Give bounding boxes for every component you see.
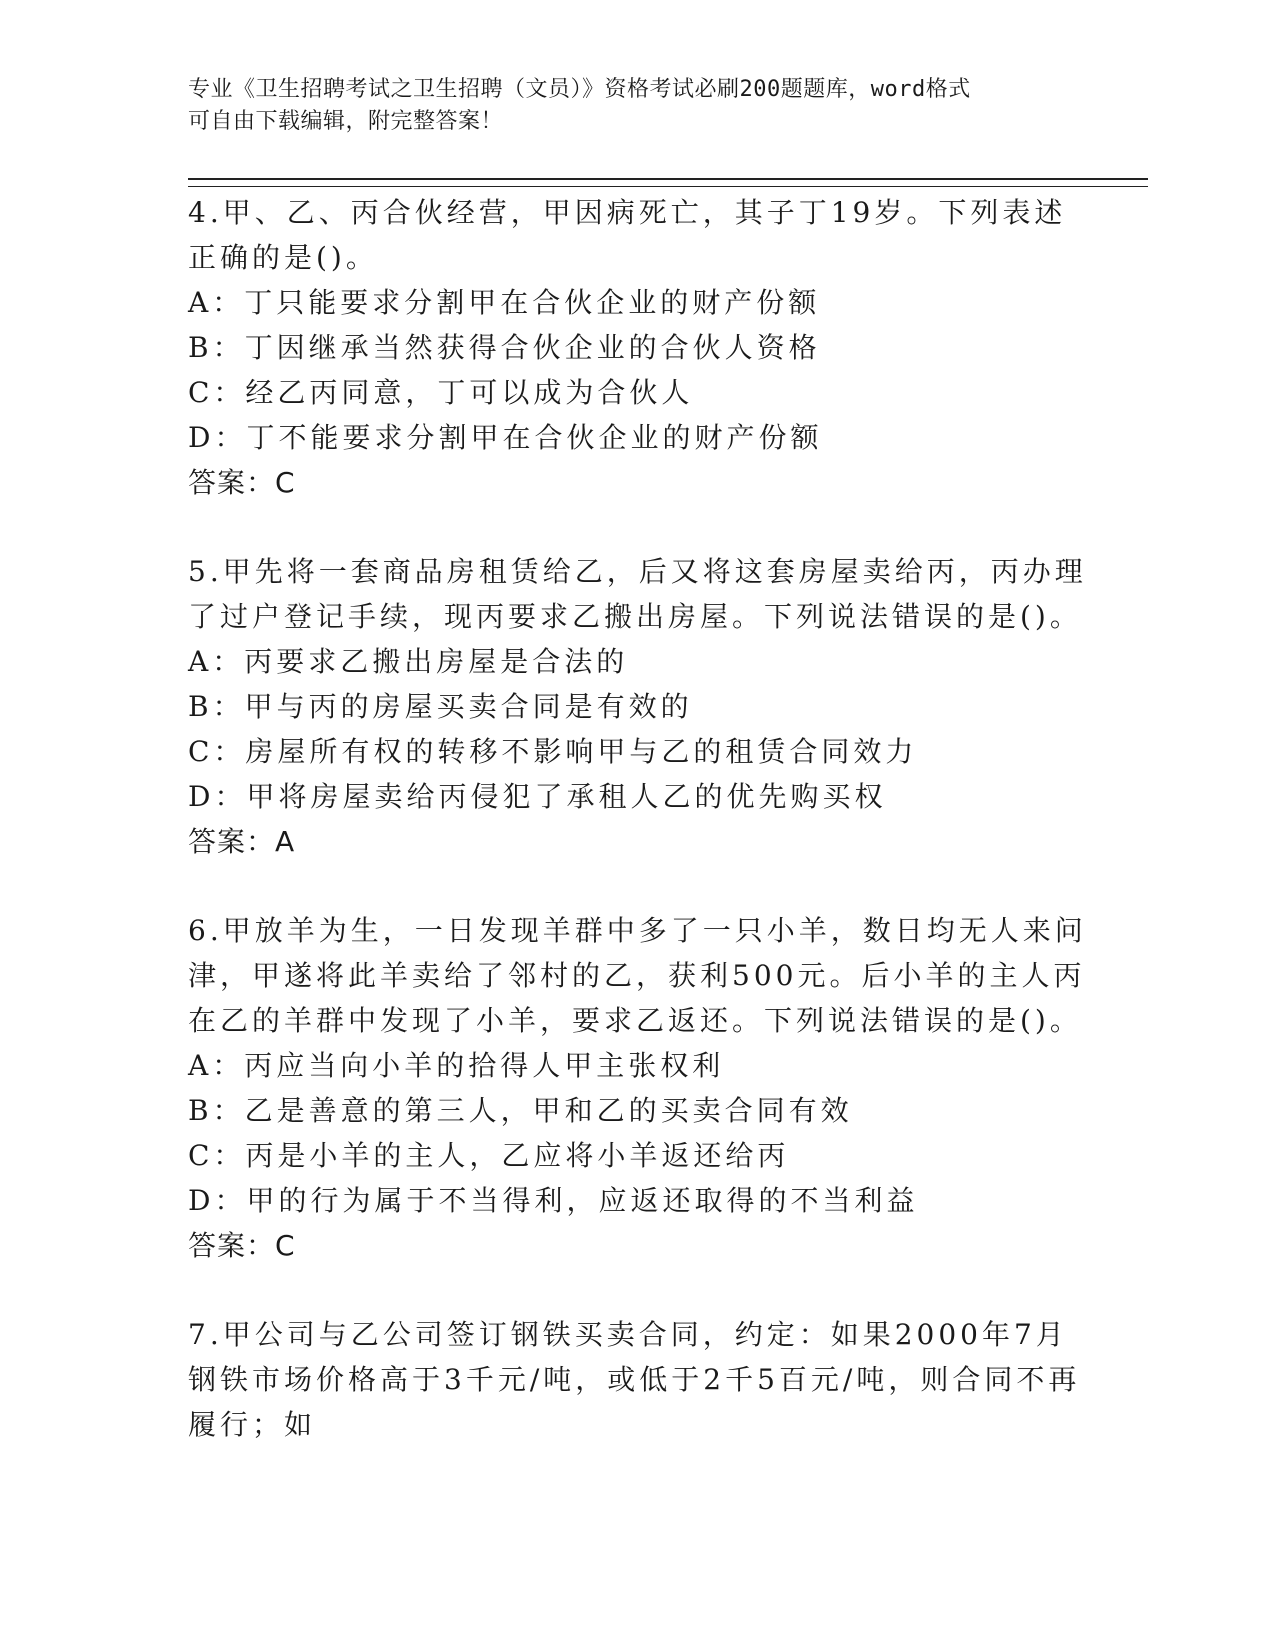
option-d: D：丁不能要求分割甲在合伙企业的财产份额 xyxy=(188,421,823,454)
question-stem: 5.甲先将一套商品房租赁给乙，后又将这套房屋卖给丙，丙办理了过户登记手续，现丙要求乙搬出房屋。下列说法错误的是()。 xyxy=(188,555,1087,633)
question-7 xyxy=(188,1312,1088,1447)
option-d: D：甲的行为属于不当得利，应返还取得的不当利益 xyxy=(188,1184,919,1217)
option-c: C：经乙丙同意，丁可以成为合伙人 xyxy=(188,376,694,409)
question-stem: 4.甲、乙、丙合伙经营，甲因病死亡，其子丁19岁。下列表述正确的是()。 xyxy=(188,196,1067,274)
answer-label: 答案：C xyxy=(188,1229,296,1262)
option-b: B：丁因继承当然获得合伙企业的合伙人资格 xyxy=(188,331,821,364)
header-line-2: 可自由下载编辑，附完整答案！ xyxy=(188,109,504,134)
option-c: C：房屋所有权的转移不影响甲与乙的租赁合同效力 xyxy=(188,735,918,768)
question-list xyxy=(188,190,1088,1491)
question-5 xyxy=(188,549,1088,864)
header-line-1: 专业《卫生招聘考试之卫生招聘（文员）》资格考试必刷200题题库，word格式 xyxy=(188,77,971,102)
option-a: A：丁只能要求分割甲在合伙企业的财产份额 xyxy=(188,286,821,319)
option-b: B：乙是善意的第三人，甲和乙的买卖合同有效 xyxy=(188,1094,853,1127)
option-d: D：甲将房屋卖给丙侵犯了承租人乙的优先购买权 xyxy=(188,780,887,813)
answer-label: 答案：A xyxy=(188,825,296,858)
option-c: C：丙是小羊的主人，乙应将小羊返还给丙 xyxy=(188,1139,790,1172)
option-a: A：丙要求乙搬出房屋是合法的 xyxy=(188,645,629,678)
document-header xyxy=(188,74,1068,138)
header-divider xyxy=(188,178,1148,187)
question-stem: 7.甲公司与乙公司签订钢铁买卖合同，约定：如果2000年7月钢铁市场价格高于3千元/吨，或低于2千5百元/吨，则合同不再履行；如 xyxy=(188,1318,1081,1441)
question-stem: 6.甲放羊为生，一日发现羊群中多了一只小羊，数日均无人来问津，甲遂将此羊卖给了邻村的乙，获利500元。后小羊的主人丙在乙的羊群中发现了小羊，要求乙返还。下列说法错误的是()。 xyxy=(188,914,1087,1037)
question-4 xyxy=(188,190,1088,505)
answer-label: 答案：C xyxy=(188,466,296,499)
question-6 xyxy=(188,908,1088,1268)
option-b: B：甲与丙的房屋买卖合同是有效的 xyxy=(188,690,693,723)
option-a: A：丙应当向小羊的拾得人甲主张权利 xyxy=(188,1049,725,1082)
